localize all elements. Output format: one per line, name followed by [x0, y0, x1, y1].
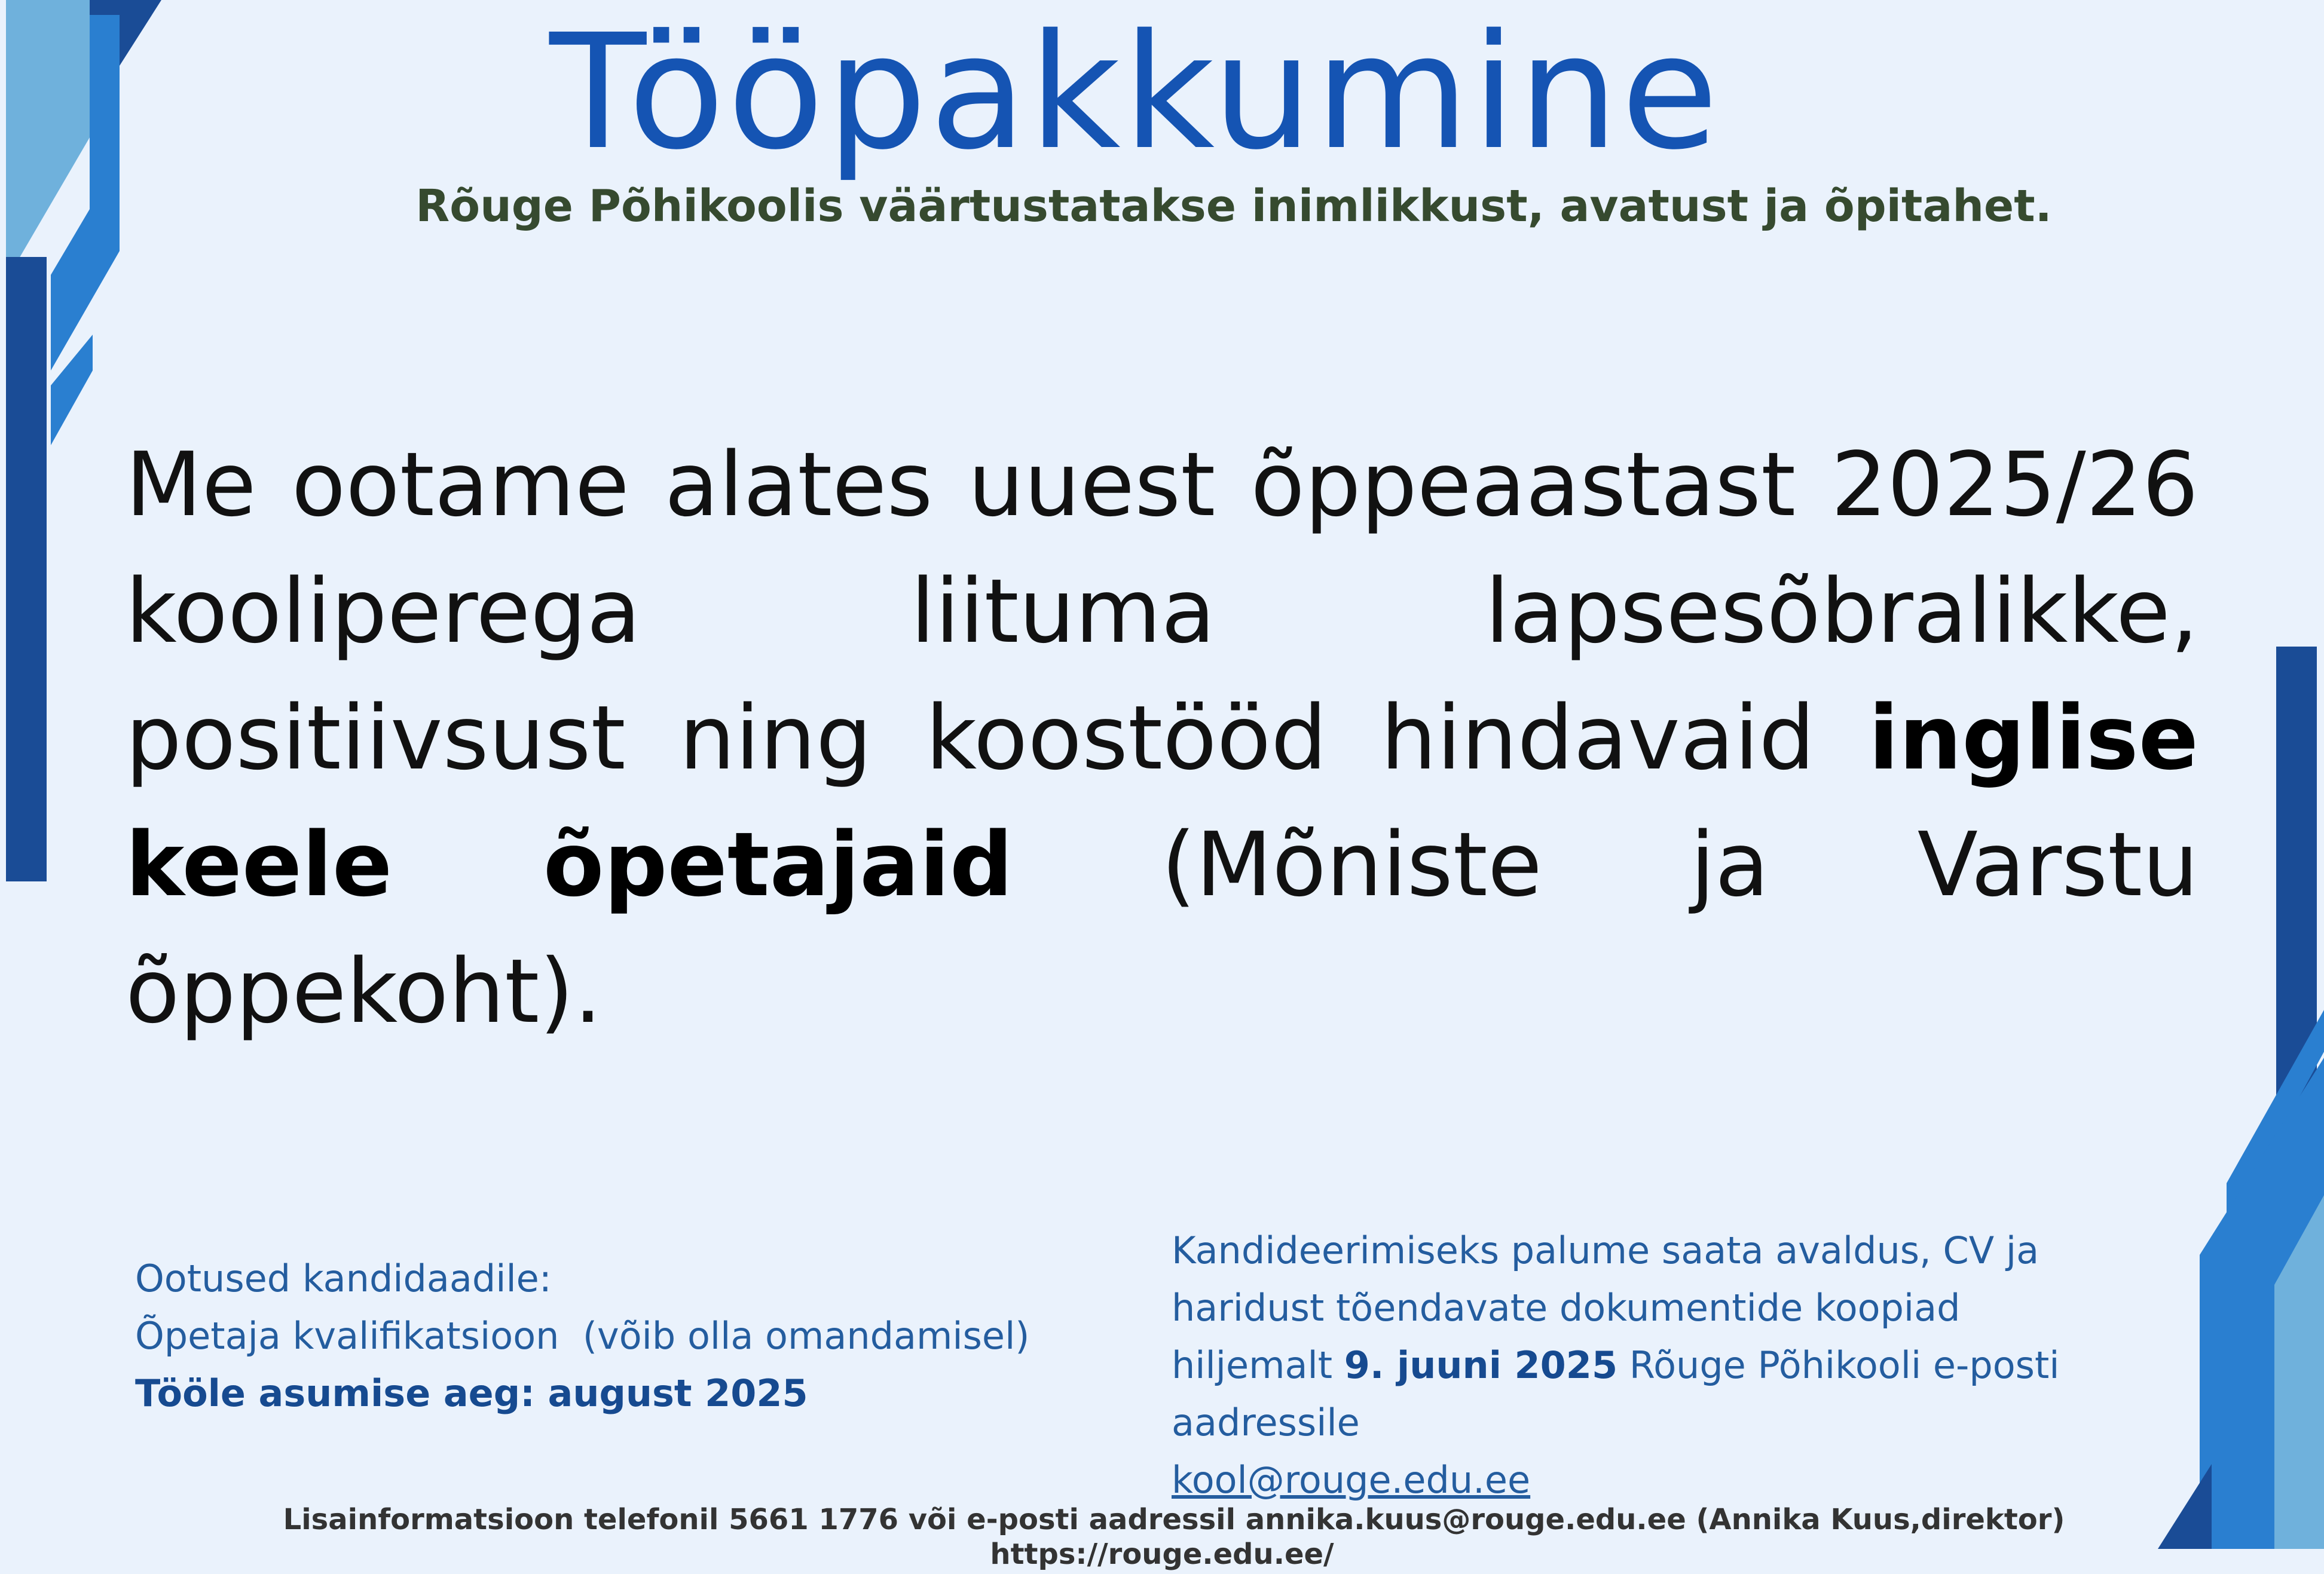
application-text: Kandideerimiseks palume saata avaldus, CV ja haridust tõendavate dokumentide koopiad hiljemalt — [1172, 1229, 2039, 1387]
candidate-expectations — [135, 1250, 1091, 1422]
job-position-highlight: inglise keele õpetajaid — [126, 687, 2198, 916]
job-location-text: (Mõniste ja Varstu õppekoht). — [126, 813, 2198, 1043]
job-description — [126, 421, 2198, 1055]
application-deadline: 9. juuni 2025 — [1344, 1343, 1618, 1387]
expectations-heading: Ootused kandidaadile: — [135, 1257, 552, 1300]
left-stripe-bar — [6, 257, 47, 881]
application-text-after: Rõuge Põhikooli e-posti aadressile — [1172, 1343, 2060, 1444]
qualification-requirement: Õpetaja kvalifikatsioon (võib olla omandamisel) — [135, 1314, 1030, 1358]
school-tagline: Rõuge Põhikoolis väärtustatakse inimlikkust, avatust ja õpitahet. — [415, 180, 2052, 232]
school-email-link[interactable]: kool@rouge.edu.ee — [1172, 1458, 1531, 1502]
start-date: Tööle asumise aeg: august 2025 — [135, 1371, 808, 1415]
application-instructions — [1172, 1222, 2116, 1509]
contact-details: Lisainformatsioon telefonil 5661 1776 või e-posti aadressil annika.kuus@rouge.edu.ee — [283, 1503, 1686, 1536]
school-website-link[interactable]: https://rouge.edu.ee/ — [990, 1538, 1334, 1571]
page-title: Tööpakkumine — [549, 1, 1721, 185]
contact-person: (Annika Kuus,direktor) — [1686, 1503, 2065, 1536]
contact-info — [0, 1500, 2324, 1539]
job-description-text: Me ootame alates uuest õppeaastast 2025/26 kooliperega liituma lapsesõbralikke, positiivsust ning koostööd hindavaid — [126, 433, 2198, 789]
